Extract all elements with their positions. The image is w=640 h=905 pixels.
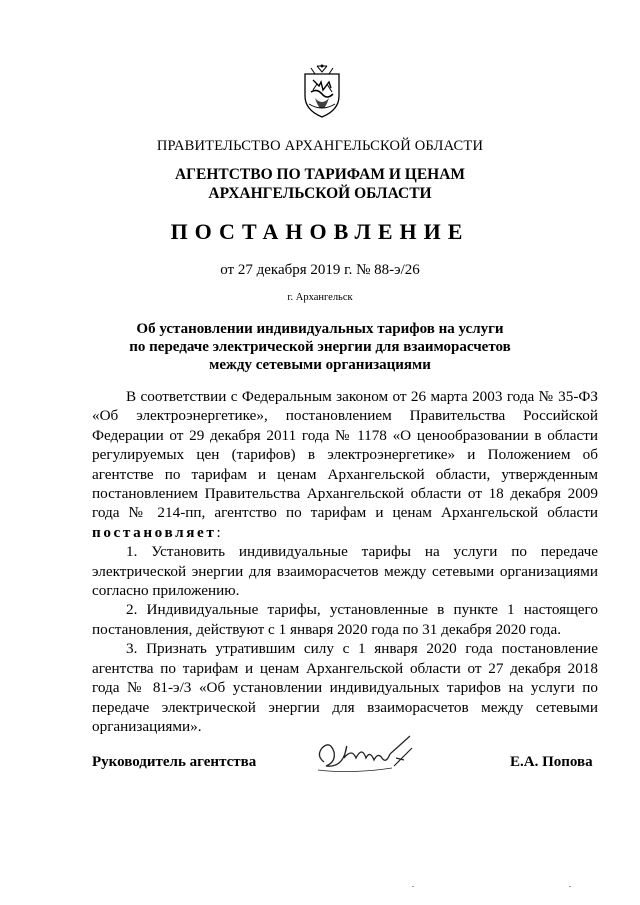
agency-name-line2: АРХАНГЕЛЬСКОЙ ОБЛАСТИ [208,185,432,202]
item-1-paragraph: 1. Установить индивидуальные тарифы на услуги по передаче электрической энергии для взаиморасчетов между сетевыми организациями согласно приложению. [92,543,598,600]
resolves-colon: : [216,523,221,541]
document-type: ПОСТАНОВЛЕНИЕ [170,219,470,244]
resolves-word: постановляет [92,523,217,541]
coat-of-arms-icon [299,62,345,120]
document-city: г. Архангельск [287,292,353,303]
subject-line2: по передаче электрической энергии для взаиморасчетов [129,339,511,355]
item-2-paragraph: 2. Индивидуальные тарифы, установленные в пункте 1 настоящего постановления, действуют с 1 января 2020 года по 31 декабря 2020 года. [92,601,598,638]
item-3-paragraph: 3. Признать утратившим силу с 1 января 2020 года постановление агентства по тарифам и ценам Архангельской области от 27 декабря 2018 года № 81-э/3 «Об установлении индивидуальных тарифов на услуги по передаче электрической энергии для взаиморасчетов между сетевыми организациями». [92,640,598,735]
scan-speck [569,886,571,887]
agency-name-line1: АГЕНТСТВО ПО ТАРИФАМ И ЦЕНАМ [174,166,466,183]
preamble-paragraph [92,387,598,542]
agency-name [0,165,640,203]
signatory-role: Руководитель агентства [92,754,257,770]
scan-speck [412,886,414,887]
document-body [92,387,598,736]
subject-line3: между сетевыми организациями [209,357,431,373]
signatory-name: Е.А. Попова [510,754,593,770]
government-name: ПРАВИТЕЛЬСТВО АРХАНГЕЛЬСКОЙ ОБЛАСТИ [156,138,484,154]
preamble-text: В соответствии с Федеральным законом от 26 марта 2003 года № 35-ФЗ «Об электроэнергетике», постановлением Правительства Российской Федерации от 29 декабря 2011 года № 1178 «О ценообразовании в области регулируемых цен (тарифов) в электроэнергетике» и Положением об агентстве по тарифам и ценам Архангельской области, утвержденным постановлением Правительства Архангельской области от 18 декабря 2009 года № 214-пп, агентство по тарифам и ценам Архангельской области [92,388,598,522]
document-date-number: от 27 декабря 2019 г. № 88-э/26 [220,262,420,278]
subject-line1: Об установлении индивидуальных тарифов на услуги [136,321,504,337]
handwritten-signature [312,728,422,778]
document-subject [0,320,640,374]
